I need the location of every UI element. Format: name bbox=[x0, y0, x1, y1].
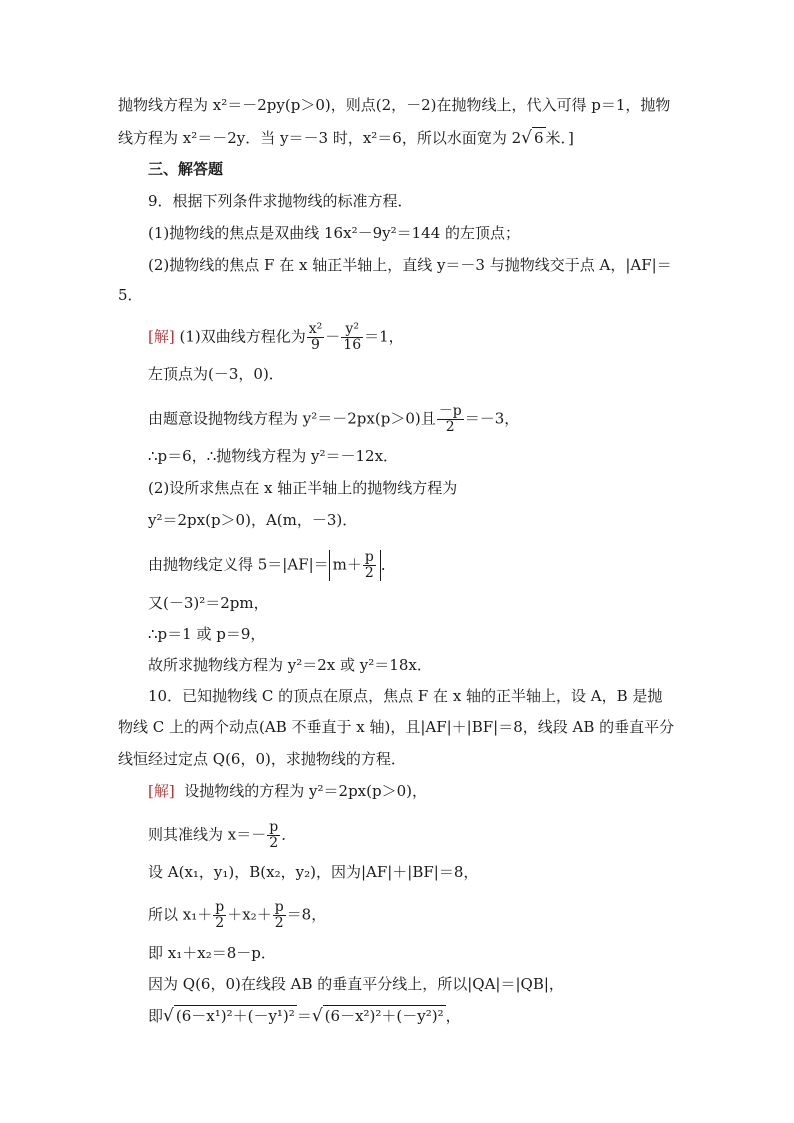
question-9-part-1: (1)抛物线的焦点是双曲线 16x²－9y²＝144 的左顶点； bbox=[148, 224, 521, 242]
fraction: $\frac{p}{2}$ bbox=[364, 549, 374, 581]
question-10-line: 线恒经过定点 Q(6，0)，求抛物线的方程． bbox=[118, 750, 406, 768]
solution-10-line: 则其准线为 x＝－ $\frac{p}{2}$ ． bbox=[148, 819, 297, 851]
solution-9-line: (2)设所求焦点在 x 轴正半轴上的抛物线方程为 bbox=[148, 479, 458, 497]
fraction: $\frac{p}{2}$ bbox=[274, 899, 284, 931]
fraction: $\frac{p}{2}$ bbox=[215, 899, 225, 931]
question-10-line: 10．已知抛物线 C 的顶点在原点，焦点 F 在 x 轴的正半轴上，设 A，B 是抛 bbox=[148, 687, 663, 705]
text-line: 线方程为 x²＝－2y．当 y＝－3 时，x²＝6，所以水面宽为 2√ 6 米．] bbox=[118, 128, 574, 148]
fraction: $\frac{\text{y²}}{16}$ bbox=[343, 321, 362, 353]
solution-tag: [解] bbox=[148, 327, 175, 346]
solution-9-line: ∴p＝6，∴抛物线方程为 y²＝－12x． bbox=[148, 447, 399, 465]
solution-10-line: 所以 x₁＋ $\frac{p}{2}$ ＋x₂＋ $\frac{p}{2}$ ＝8， bbox=[148, 899, 327, 931]
solution-9-line: 故所求抛物线方程为 y²＝2x 或 y²＝18x． bbox=[148, 656, 432, 674]
solution-9-line: y²＝2px(p＞0)，A(m，－3)． bbox=[148, 511, 358, 529]
question-10-line: 物线 C 上的两个动点(AB 不垂直于 x 轴)，且|AF|＋|BF|＝8，线段 AB 的垂直平分 bbox=[118, 718, 675, 736]
text-line: 抛物线方程为 x²＝－2py(p＞0)，则点(2，－2)在抛物线上，代入可得 p＝1，抛物 bbox=[118, 96, 671, 114]
sqrt-symbol: √ bbox=[521, 128, 532, 148]
solution-9-line: 又(－3)²＝2pm， bbox=[148, 594, 269, 612]
solution-9-line: 左顶点为(－3，0)． bbox=[148, 365, 284, 383]
absolute-value: m＋ $\frac{p}{2}$ bbox=[329, 550, 381, 581]
solution-10-line: 设 A(x₁，y₁)，B(x₂，y₂)，因为|AF|＋|BF|＝8， bbox=[148, 863, 479, 881]
question-9-part-2-cont: 5． bbox=[118, 286, 143, 304]
sqrt-symbol: √ bbox=[163, 1006, 174, 1026]
fraction: $\frac{\text{x²}}{9}$ bbox=[308, 321, 323, 353]
question-9-part-2: (2)抛物线的焦点 F 在 x 轴正半轴上，直线 y＝－3 与抛物线交于点 A，|AF|＝ bbox=[148, 256, 672, 274]
section-heading: 三、解答题 bbox=[148, 160, 224, 178]
solution-10-line: [解] 设抛物线的方程为 y²＝2px(p＞0)， bbox=[148, 782, 427, 800]
solution-10-line: 即 x₁＋x₂＝8－p． bbox=[148, 944, 276, 962]
fraction: $\frac{p}{2}$ bbox=[269, 819, 279, 851]
sqrt-symbol: √ bbox=[311, 1006, 323, 1026]
solution-9-line: 由题意设抛物线方程为 y²＝－2px(p＞0)且 $\frac{-p}{2}$ ＝－3， bbox=[148, 403, 520, 435]
fraction: $\frac{-p}{2}$ bbox=[438, 403, 462, 435]
solution-9-line: ∴p＝1 或 p＝9， bbox=[148, 625, 266, 643]
solution-tag: [解] bbox=[148, 782, 175, 800]
question-9-title: 9．根据下列条件求抛物线的标准方程． bbox=[148, 192, 413, 210]
solution-10-line: 因为 Q(6，0)在线段 AB 的垂直平分线上，所以|QA|＝|QB|， bbox=[148, 975, 564, 993]
solution-9-line: 由抛物线定义得 5＝|AF|＝ m＋ $\frac{p}{2}$ ． bbox=[148, 549, 396, 581]
solution-9-line: [解] (1)双曲线方程化为 $\frac{\text{x²}}{9}$ － $\frac{\text{y²}}{16}$ ＝1， bbox=[148, 321, 404, 353]
solution-10-line: 即√ (6－x¹)²＋(－y¹)² ＝√ (6－x²)²＋(－y²)² ， bbox=[148, 1006, 461, 1026]
